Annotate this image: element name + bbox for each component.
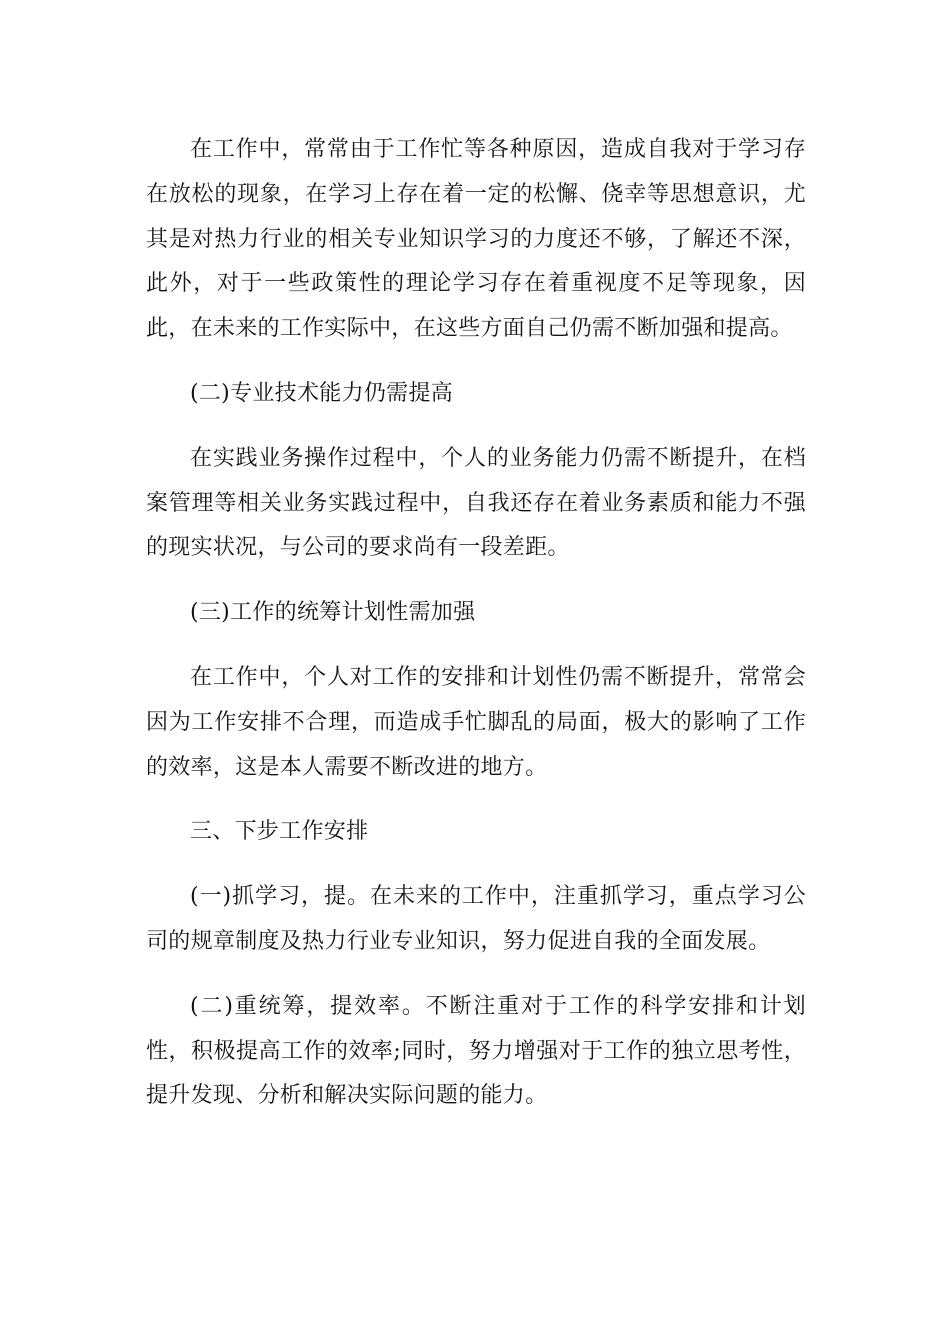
paragraph-gap (146, 352, 806, 372)
paragraph-gap (146, 417, 806, 437)
section-heading: (三)工作的统筹计划性需加强 (190, 600, 476, 626)
body-paragraph: (二)重统筹，提效率。不断注重对于工作的科学安排和计划性，积极提高工作的效率;同时，努力增强对于工作的独立思考性，提升发现、分析和解决实际问题的能力。 (146, 993, 806, 1109)
body-paragraph: 在实践业务操作过程中，个人的业务能力仍需不断提升，在档案管理等相关业务实践过程中，自我还存在着业务素质和能力不强的现实状况，与公司的要求尚有一段差距。 (146, 445, 806, 561)
section-heading: 三、下步工作安排 (190, 819, 369, 845)
body-paragraph: (一)抓学习，提。在未来的工作中，注重抓学习，重点学习公司的规章制度及热力行业专业知识，努力促进自我的全面发展。 (146, 884, 806, 954)
body-paragraph: 在工作中，个人对工作的安排和计划性仍需不断提升，常常会因为工作安排不合理，而造成手忙脚乱的局面，极大的影响了工作的效率，这是本人需要不断改进的地方。 (146, 664, 806, 780)
section-heading: (二)专业技术能力仍需提高 (190, 380, 454, 406)
paragraph-gap (146, 790, 806, 810)
paragraph-gap (146, 636, 806, 656)
paragraph-gap (146, 855, 806, 875)
document-body (146, 128, 806, 1119)
body-paragraph: 在工作中，常常由于工作忙等各种原因，造成自我对于学习存在放松的现象，在学习上存在着一定的松懈、侥幸等思想意识，尤其是对热力行业的相关专业知识学习的力度还不够，了解还不深，此外，对于一些政策性的理论学习存在着重视度不足等现象，因此，在未来的工作实际中，在这些方面自己仍需不断加强和提高。 (146, 137, 806, 342)
paragraph-gap (146, 571, 806, 591)
paragraph-gap (146, 965, 806, 985)
